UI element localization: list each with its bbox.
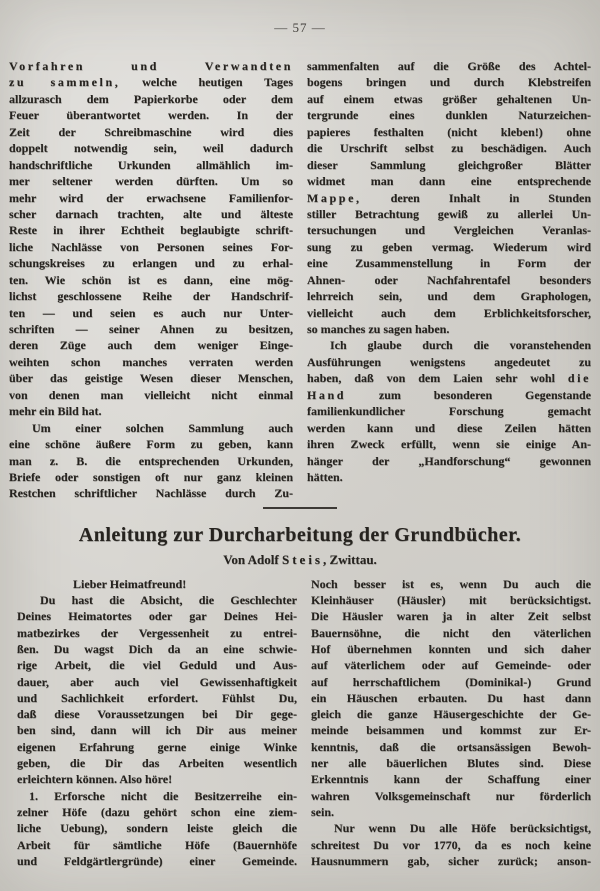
text-line: [311, 706, 591, 722]
text-line: [17, 771, 297, 787]
text-segment: ten. Wie schön ist es dann, eine mög-: [9, 272, 293, 287]
text-segment: doppelt notwendig sein, weil dadurch: [9, 141, 293, 156]
text-line: [9, 420, 293, 436]
text-segment: ßen. Du wagst Dich da an eine schwie-: [17, 642, 297, 656]
text-line: [311, 755, 591, 771]
text-segment: mehr wird der erwachsene Familienfor-: [9, 190, 293, 205]
text-segment: kenntnis, daß die ortsansässigen Bewoh-: [311, 739, 591, 754]
text-segment: daß diese Voraussetzungen bei Dir gege-: [17, 707, 297, 722]
text-segment: werden kann und diese Zeilen hätten: [307, 420, 591, 435]
text-line: [9, 485, 293, 501]
article1-right-column: [307, 58, 591, 502]
text-line: [17, 837, 297, 853]
text-segment: allzurasch dem Papierkorbe oder dem: [9, 91, 293, 106]
section-divider: [263, 507, 337, 509]
text-segment: Hof übernehmen konnten und sich daher: [311, 642, 591, 656]
text-line: [9, 255, 293, 271]
text-line: [311, 837, 591, 853]
text-segment: Zeit der Schreibmaschine wird dies: [9, 124, 293, 139]
text-segment: Kleinhäuser (Häusler) mit berücksichtigst.: [311, 593, 591, 608]
text-line: [307, 288, 591, 304]
text-line: [9, 206, 293, 222]
text-segment: ten — und seien es auch nur Unter-: [9, 305, 293, 320]
text-segment: auf einem etwas größer gehaltenen Un-: [307, 91, 591, 106]
text-line: [9, 288, 293, 304]
text-line: [9, 436, 293, 452]
text-segment: ein Häuschen erbauten. Du hast dann: [311, 690, 591, 705]
text-line: [307, 239, 591, 255]
text-line: [9, 58, 293, 74]
text-line: [17, 706, 297, 722]
text-line: [9, 74, 293, 90]
text-line: [9, 321, 293, 337]
text-line: [311, 788, 591, 804]
letterspaced-text: zu sammeln,: [9, 75, 121, 90]
text-line: [9, 354, 293, 370]
page-number: — 57 —: [274, 20, 326, 35]
text-segment: tersuchungen und Vergleichen Veranlas-: [307, 223, 591, 238]
text-segment: liche Uebung), sondern leiste gleich die: [17, 821, 297, 836]
text-line: [9, 107, 293, 123]
text-line: [311, 641, 591, 657]
text-segment: zelner Höfe (dazu gehört schon eine ziem-: [17, 804, 297, 819]
text-segment: Um einer solchen Sammlung auch: [32, 420, 293, 435]
text-segment: , Zwittau.: [322, 551, 377, 567]
letterspaced-text: Steis: [281, 551, 323, 567]
text-segment: dauer, aber auch viel Gewissenhaftigkeit: [17, 674, 297, 689]
text-segment: zum besonderen Gegenstande: [346, 387, 591, 402]
text-segment: meinde beisammen und kommst zur Er-: [311, 723, 591, 738]
text-line: [17, 674, 297, 690]
text-segment: sung zu geben vermag. Wiederum wird: [307, 239, 591, 254]
text-line: [9, 387, 293, 403]
text-segment: matbezirkes der Vergessenheit zu entrei-: [17, 625, 297, 640]
text-segment: Deines Heimatortes oder gar Deines Hei-: [17, 609, 297, 624]
text-line: [311, 820, 591, 836]
text-segment: Reste in ihrer Echtheit beglaubigte schrift-: [9, 223, 293, 238]
article2-left-column: [17, 576, 297, 869]
text-line: [307, 222, 591, 238]
text-segment: auf väterlichem oder auf Gemeinde- oder: [311, 658, 591, 673]
text-line: [307, 354, 591, 370]
letterspaced-text: Mappe,: [307, 190, 362, 205]
text-segment: Ich glaube durch die voranstehenden: [330, 338, 591, 353]
text-segment: tergrunde eines dunklen Naturzeichen-: [307, 108, 591, 123]
text-line: [307, 157, 591, 173]
text-segment: Briefe oder sonstigen oft nur ganz kleinen: [9, 469, 293, 484]
text-line: [9, 173, 293, 189]
text-segment: auf herrschaftlichem (Dominikal-) Grund: [311, 674, 591, 689]
text-segment: familienkundlicher Forschung gemacht: [307, 404, 591, 419]
text-line: [311, 771, 591, 787]
text-segment: man z. B. die entsprechenden Urkunden,: [9, 453, 293, 468]
text-segment: eine Zusammenstellung in Form der: [307, 256, 591, 271]
text-line: [9, 140, 293, 156]
text-segment: weihten schon manches verraten werden: [9, 354, 293, 369]
text-segment: papieres festhalten (nicht kleben!) ohne: [307, 124, 591, 139]
text-line: [17, 608, 297, 624]
text-line: [17, 739, 297, 755]
text-line: [307, 453, 591, 469]
text-line: [311, 674, 591, 690]
text-segment: Die Häusler waren ja in alter Zeit selbst: [311, 609, 591, 624]
text-segment: lichst geschlossene Reihe der Handschrif-: [9, 289, 293, 304]
text-line: [307, 436, 591, 452]
text-line: [17, 641, 297, 657]
article2-right-column: [311, 576, 591, 869]
text-segment: eine schöne äußere Form zu geben, kann: [9, 437, 293, 452]
text-segment: schreitest Du vor 1770, da es noch keine: [311, 837, 591, 852]
text-segment: mer seltener werden dürften. Um so: [9, 174, 293, 189]
text-segment: widmet man dann eine entsprechende: [307, 174, 591, 189]
letterspaced-text: Hand: [307, 387, 347, 402]
text-segment: haben, daß von dem Laien sehr wohl: [307, 371, 568, 386]
text-line: [17, 788, 297, 804]
text-segment: Noch besser ist es, wenn Du auch die: [311, 576, 591, 591]
text-segment: schriften — seiner Ahnen zu besitzen,: [9, 322, 293, 336]
letterspaced-text: die: [567, 371, 591, 386]
text-line: [17, 820, 297, 836]
text-segment: Du hast die Absicht, die Geschlechter: [40, 593, 297, 608]
text-segment: Lieber Heimatfreund!: [73, 576, 187, 591]
text-segment: dieser Sammlung gleichgroßer Blätter: [307, 157, 591, 172]
text-segment: lehrreich sein, und dem Graphologen,: [307, 289, 591, 304]
text-segment: handschriftliche Urkunden allmählich im-: [9, 157, 293, 172]
text-segment: stiller Betrachtung gewiß zu allerlei Un-: [307, 206, 591, 221]
text-line: [17, 625, 297, 641]
text-line: [9, 272, 293, 288]
text-segment: rige Arbeit, die viel Geduld und Aus-: [17, 658, 297, 673]
article1-left-column: [9, 58, 293, 502]
text-line: [307, 321, 591, 337]
text-line: [307, 173, 591, 189]
text-line: [307, 74, 591, 90]
text-line: [311, 853, 591, 869]
text-segment: hätten.: [307, 469, 343, 484]
text-line: [311, 804, 591, 820]
text-segment: Nur wenn Du alle Höfe berücksichtigst,: [334, 821, 591, 836]
text-line: [17, 722, 297, 738]
text-segment: ner alle bäuerlichen Blutes sind. Diese: [311, 756, 591, 771]
text-line: [17, 853, 297, 869]
text-segment: geben, die Dir das Arbeiten wesentlich: [17, 756, 297, 771]
text-segment: deren Inhalt in Stunden: [361, 190, 591, 205]
text-segment: ihren Zweck erfüllt, wenn sie einige An-: [307, 437, 591, 452]
text-segment: Ausführungen wenigstens angedeutet zu: [307, 354, 591, 369]
text-line: [17, 657, 297, 673]
text-segment: sein.: [311, 804, 335, 819]
text-segment: mehr ein Bild hat.: [9, 404, 102, 419]
text-segment: über das geistige Wesen dieser Menschen,: [9, 371, 293, 386]
text-segment: gleich die ganze Häusergeschichte der Ge-: [311, 707, 591, 722]
text-line: [307, 140, 591, 156]
text-line: [17, 576, 297, 592]
text-segment: Feuer überantwortet werden. In der: [9, 108, 293, 123]
article2-columns: [0, 576, 600, 869]
letterspaced-text: Vorfahren und Verwandten: [9, 59, 293, 73]
text-line: [307, 469, 591, 485]
text-line: [9, 305, 293, 321]
text-segment: Arbeit für sämtliche Höfe (Bauernhöfe: [17, 837, 297, 852]
text-line: [311, 576, 591, 592]
text-line: [307, 272, 591, 288]
text-line: [307, 91, 591, 107]
text-line: [307, 190, 591, 206]
text-segment: sammenfalten auf die Größe des Achtel-: [307, 59, 591, 73]
text-segment: scher darnach trachten, alte und älteste: [9, 206, 293, 221]
text-segment: Erkenntnis kann der Schaffung einer: [311, 772, 591, 787]
text-line: [307, 370, 591, 386]
text-segment: 1. Erforsche nicht die Besitzerreihe ein-: [29, 788, 297, 803]
text-segment: und Feldgärtlergründe) einer Gemeinde.: [17, 853, 297, 868]
text-line: [9, 157, 293, 173]
text-line: [311, 657, 591, 673]
text-line: [17, 755, 297, 771]
section-title: Anleitung zur Durcharbeitung der Grundbücher.: [78, 523, 522, 546]
text-line: [307, 255, 591, 271]
text-line: [307, 387, 591, 403]
text-segment: so manches zu sagen haben.: [307, 322, 450, 336]
text-segment: liche Nachlässe von Personen seines For-: [9, 239, 293, 254]
text-segment: Hausnummern gab, sicher zurück; anson-: [311, 853, 591, 868]
text-line: [9, 239, 293, 255]
text-line: [9, 469, 293, 485]
text-line: [9, 222, 293, 238]
text-segment: deren Züge auch dem weniger Einge-: [9, 338, 293, 353]
text-segment: die Urschrift selbst zu beschädigen. Auch: [307, 141, 591, 156]
text-line: [307, 124, 591, 140]
text-line: [307, 107, 591, 123]
text-line: [17, 804, 297, 820]
text-line: [17, 690, 297, 706]
text-line: [9, 124, 293, 140]
text-segment: bogens bringen und durch Klebstreifen: [307, 75, 591, 90]
text-line: [307, 420, 591, 436]
text-line: [307, 58, 591, 74]
text-segment: Bauernsöhne, die nicht den väterlichen: [311, 625, 591, 640]
text-line: [307, 337, 591, 353]
text-segment: Von Adolf: [223, 551, 282, 567]
text-segment: und Sachlichkeit erfordert. Fühlst Du,: [17, 690, 297, 705]
text-line: [9, 337, 293, 353]
text-segment: eigenen Erfahrung gerne einige Winke: [17, 739, 297, 754]
text-segment: wahren Volksgemeinschaft nur förderlich: [311, 788, 591, 803]
text-segment: hänger der „Handforschung“ gewonnen: [307, 453, 591, 468]
section-byline: [0, 552, 600, 568]
text-segment: ben sind, dann will ich Dir aus meiner: [17, 723, 297, 738]
text-line: [307, 403, 591, 419]
text-line: [311, 739, 591, 755]
text-segment: Restchen schriftlicher Nachlässe durch Zu-: [9, 486, 293, 501]
text-line: [311, 625, 591, 641]
text-segment: von denen man vielleicht nicht einmal: [9, 387, 293, 402]
text-line: [9, 190, 293, 206]
text-line: [311, 592, 591, 608]
text-line: [9, 453, 293, 469]
text-segment: welche heutigen Tages: [120, 75, 293, 90]
text-line: [311, 690, 591, 706]
text-segment: Ahnen- oder Nachfahrentafel besonders: [307, 272, 591, 287]
text-line: [311, 722, 591, 738]
text-line: [307, 206, 591, 222]
text-line: [9, 91, 293, 107]
text-line: [9, 370, 293, 386]
text-segment: erleichtern können. Also höre!: [17, 772, 173, 787]
text-line: [311, 608, 591, 624]
article1-columns: [0, 58, 600, 502]
text-line: [17, 592, 297, 608]
text-line: [307, 305, 591, 321]
text-segment: vielleicht auch dem Erblichkeitsforscher,: [307, 305, 591, 320]
text-segment: schungskreises zu erlangen und zu erhal-: [9, 256, 293, 271]
text-line: [9, 403, 293, 419]
